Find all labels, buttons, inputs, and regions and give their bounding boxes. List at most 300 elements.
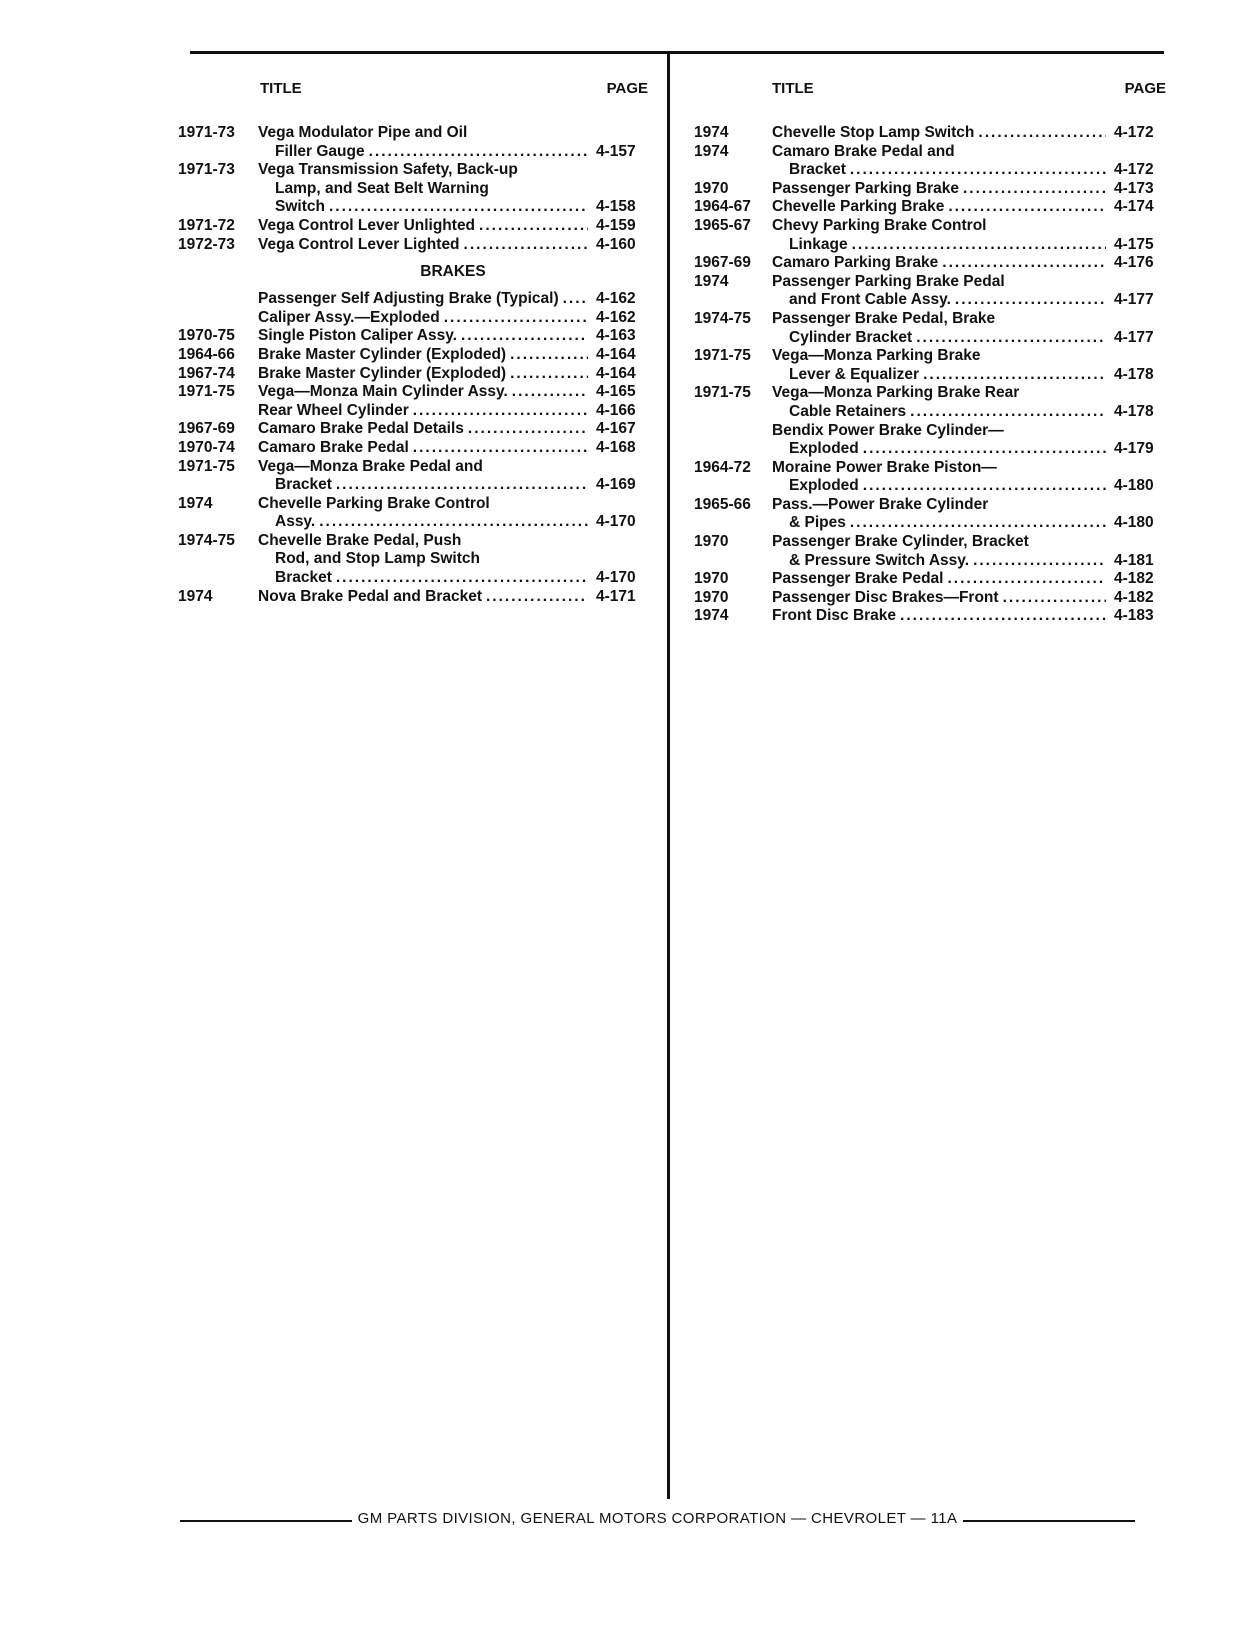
toc-entry bbox=[178, 236, 648, 255]
dot-leader bbox=[482, 588, 588, 607]
entry-title-line bbox=[772, 514, 1106, 533]
toc-entry-line bbox=[694, 198, 1166, 217]
toc-entry bbox=[178, 124, 648, 161]
entry-title-line bbox=[258, 198, 588, 217]
footer-rule-right bbox=[963, 1520, 1135, 1522]
toc-entry-line bbox=[178, 346, 648, 365]
entry-page-number: 4-182 bbox=[1114, 570, 1154, 588]
dot-leader bbox=[974, 124, 1106, 143]
entry-page-number: 4-157 bbox=[596, 142, 636, 160]
entry-title-line bbox=[258, 290, 588, 309]
dot-leader bbox=[999, 589, 1106, 608]
section-heading-brakes: BRAKES bbox=[420, 263, 486, 281]
entry-title-text: Camaro Brake Pedal and bbox=[772, 142, 955, 160]
entry-title-text: Vega Control Lever Unlighted bbox=[258, 216, 476, 234]
entry-years: 1974-75 bbox=[694, 309, 751, 327]
dot-leader bbox=[409, 439, 588, 458]
entry-title-text: Cable Retainers bbox=[789, 402, 907, 420]
entry-title-line bbox=[258, 495, 588, 514]
entry-title-line bbox=[772, 161, 1106, 180]
toc-entry-line bbox=[178, 513, 648, 532]
entry-title-text: Chevelle Brake Pedal, Push bbox=[258, 531, 462, 549]
entry-title-line bbox=[772, 124, 1106, 143]
dot-leader bbox=[464, 420, 588, 439]
entry-title-text: Lever & Equalizer bbox=[789, 365, 920, 383]
dot-leader bbox=[951, 291, 1106, 310]
toc-entry bbox=[178, 588, 648, 607]
entry-title-text: Vega—Monza Brake Pedal and bbox=[258, 457, 483, 475]
toc-entry-line bbox=[178, 532, 648, 551]
entry-title-text: Lamp, and Seat Belt Warning bbox=[275, 179, 489, 197]
entry-title-text: Single Piston Caliper Assy. bbox=[258, 327, 457, 345]
title-column-heading: TITLE bbox=[260, 80, 302, 97]
entry-title-text: Passenger Brake Pedal bbox=[772, 570, 944, 588]
entry-title-text: Caliper Assy.—Exploded bbox=[258, 308, 440, 326]
toc-entry bbox=[178, 458, 648, 495]
toc-entry-line bbox=[694, 310, 1166, 329]
entry-years: 1964-72 bbox=[694, 458, 751, 476]
entry-years: 1970-74 bbox=[178, 438, 235, 456]
toc-entry-line bbox=[178, 161, 648, 180]
footer-text: GM PARTS DIVISION, GENERAL MOTORS CORPORATION — CHEVROLET — 11A bbox=[357, 1509, 958, 1527]
entry-title-text: Bracket bbox=[789, 161, 846, 179]
entry-title-line bbox=[772, 310, 1106, 329]
entry-title-line bbox=[772, 198, 1106, 217]
entry-title-text: Vega Modulator Pipe and Oil bbox=[258, 124, 468, 141]
entry-page-number: 4-174 bbox=[1114, 198, 1154, 216]
entry-title-line bbox=[772, 422, 1106, 441]
entry-page-number: 4-170 bbox=[596, 513, 636, 531]
entry-title-line bbox=[258, 236, 588, 255]
toc-entry-line bbox=[178, 402, 648, 421]
entry-years: 1970 bbox=[694, 179, 729, 197]
dot-leader bbox=[559, 290, 588, 309]
toc-entry bbox=[694, 217, 1166, 254]
entry-title-text: Camaro Brake Pedal bbox=[258, 438, 409, 456]
entry-page-number: 4-179 bbox=[1114, 440, 1154, 458]
entry-page-number: 4-160 bbox=[596, 235, 636, 253]
entry-years: 1970 bbox=[694, 588, 729, 606]
entry-years: 1967-69 bbox=[694, 254, 751, 272]
entry-page-number: 4-181 bbox=[1114, 551, 1154, 569]
entry-page-number: 4-178 bbox=[1114, 365, 1154, 383]
toc-entry bbox=[694, 124, 1166, 143]
entry-title-text: Bendix Power Brake Cylinder— bbox=[772, 421, 1004, 439]
top-rule bbox=[190, 51, 1164, 54]
entry-page-number: 4-172 bbox=[1114, 124, 1154, 141]
entry-title-text: Assy. bbox=[275, 513, 316, 531]
entry-title-text: Nova Brake Pedal and Bracket bbox=[258, 587, 482, 605]
entry-title-text: Vega—Monza Parking Brake bbox=[772, 347, 981, 365]
entry-title-line bbox=[258, 327, 588, 346]
entry-title-line bbox=[772, 291, 1106, 310]
entry-title-text: Vega Transmission Safety, Back-up bbox=[258, 161, 518, 179]
entry-title-text: Chevelle Stop Lamp Switch bbox=[772, 124, 975, 141]
toc-entry-line bbox=[178, 365, 648, 384]
dot-leader bbox=[475, 217, 588, 236]
entry-page-number: 4-163 bbox=[596, 327, 636, 345]
toc-entry-line bbox=[694, 384, 1166, 403]
left-entry-list bbox=[178, 124, 648, 254]
entry-title-line bbox=[258, 550, 588, 569]
dot-leader bbox=[460, 236, 588, 255]
entry-title-text: Linkage bbox=[789, 235, 848, 253]
page-column-heading: PAGE bbox=[606, 80, 648, 97]
entry-page-number: 4-183 bbox=[1114, 607, 1154, 625]
entry-title-line bbox=[258, 124, 588, 143]
dot-leader bbox=[365, 143, 588, 162]
toc-entry bbox=[694, 143, 1166, 180]
entry-years: 1964-67 bbox=[694, 198, 751, 216]
entry-title-line bbox=[772, 273, 1106, 292]
title-column-heading: TITLE bbox=[772, 80, 814, 97]
entry-page-number: 4-164 bbox=[596, 364, 636, 382]
toc-entry-line bbox=[694, 143, 1166, 162]
entry-title-text: Bracket bbox=[275, 476, 332, 494]
toc-entry-line bbox=[178, 198, 648, 217]
dot-leader bbox=[508, 383, 588, 402]
entry-years: 1974 bbox=[694, 142, 729, 160]
page-column-heading: PAGE bbox=[1124, 80, 1166, 97]
toc-entry-line bbox=[694, 254, 1166, 273]
toc-entry-line bbox=[694, 273, 1166, 292]
dot-leader bbox=[506, 365, 588, 384]
entry-title-line bbox=[772, 347, 1106, 366]
entry-years: 1971-75 bbox=[178, 457, 235, 475]
toc-entry bbox=[178, 346, 648, 365]
toc-entry-line bbox=[178, 180, 648, 199]
toc-entry-line bbox=[694, 403, 1166, 422]
entry-page-number: 4-172 bbox=[1114, 161, 1154, 179]
entry-title-line bbox=[258, 569, 588, 588]
dot-leader bbox=[859, 440, 1106, 459]
entry-title-line bbox=[258, 180, 588, 199]
dot-leader bbox=[912, 329, 1106, 348]
toc-entry-line bbox=[694, 589, 1166, 608]
left-column bbox=[178, 80, 648, 606]
entry-title-text: Switch bbox=[275, 198, 325, 216]
entry-title-text: Vega Control Lever Lighted bbox=[258, 235, 460, 253]
toc-entry-line bbox=[694, 422, 1166, 441]
toc-entry bbox=[178, 383, 648, 402]
entry-page-number: 4-171 bbox=[596, 587, 636, 605]
entry-title-line bbox=[772, 366, 1106, 385]
toc-entry-line bbox=[178, 458, 648, 477]
entry-title-line bbox=[772, 329, 1106, 348]
toc-entry bbox=[178, 309, 648, 328]
dot-leader bbox=[332, 569, 588, 588]
toc-entry bbox=[178, 327, 648, 346]
toc-entry-line bbox=[178, 217, 648, 236]
toc-entry-line bbox=[694, 440, 1166, 459]
entry-years: 1974 bbox=[178, 494, 213, 512]
footer-rule-left bbox=[180, 1520, 352, 1522]
entry-years: 1972-73 bbox=[178, 235, 235, 253]
entry-page-number: 4-168 bbox=[596, 438, 636, 456]
entry-page-number: 4-176 bbox=[1114, 254, 1154, 272]
entry-title-line bbox=[772, 143, 1106, 162]
toc-entry-line bbox=[694, 124, 1166, 143]
entry-title-line bbox=[772, 477, 1106, 496]
entry-years: 1974 bbox=[694, 124, 729, 141]
entry-title-line bbox=[772, 236, 1106, 255]
entry-years: 1971-75 bbox=[694, 347, 751, 365]
entry-title-line bbox=[258, 513, 588, 532]
entry-page-number: 4-162 bbox=[596, 308, 636, 326]
dot-leader bbox=[896, 607, 1106, 626]
entry-title-text: Passenger Disc Brakes—Front bbox=[772, 588, 999, 606]
entry-title-text: Camaro Brake Pedal Details bbox=[258, 420, 464, 438]
dot-leader bbox=[506, 346, 588, 365]
toc-entry-line bbox=[694, 236, 1166, 255]
entry-title-line bbox=[772, 607, 1106, 626]
dot-leader bbox=[848, 236, 1106, 255]
right-column bbox=[694, 80, 1166, 626]
entry-title-line bbox=[258, 346, 588, 365]
entry-title-text: Pass.—Power Brake Cylinder bbox=[772, 495, 989, 513]
toc-entry-line bbox=[694, 161, 1166, 180]
entry-page-number: 4-158 bbox=[596, 198, 636, 216]
entry-years: 1974 bbox=[694, 607, 729, 625]
entry-page-number: 4-175 bbox=[1114, 235, 1154, 253]
entry-title-text: Cylinder Bracket bbox=[789, 328, 913, 346]
toc-entry bbox=[178, 439, 648, 458]
entry-title-text: and Front Cable Assy. bbox=[789, 291, 951, 309]
entry-title-line bbox=[258, 458, 588, 477]
toc-entry-line bbox=[178, 588, 648, 607]
entry-page-number: 4-180 bbox=[1114, 514, 1154, 532]
entry-years: 1974 bbox=[694, 272, 729, 290]
entry-years: 1967-74 bbox=[178, 364, 235, 382]
toc-entry-line bbox=[694, 180, 1166, 199]
entry-title-line bbox=[258, 383, 588, 402]
toc-entry-line bbox=[694, 496, 1166, 515]
toc-entry-line bbox=[694, 552, 1166, 571]
entry-title-text: Brake Master Cylinder (Exploded) bbox=[258, 345, 507, 363]
entry-title-text: Vega—Monza Parking Brake Rear bbox=[772, 384, 1020, 402]
toc-entry-line bbox=[694, 533, 1166, 552]
right-column-header bbox=[694, 80, 1166, 102]
toc-entry-line bbox=[178, 143, 648, 162]
toc-entry bbox=[178, 365, 648, 384]
dot-leader bbox=[332, 476, 588, 495]
dot-leader bbox=[457, 327, 588, 346]
entry-title-text: & Pressure Switch Assy. bbox=[789, 551, 970, 569]
entry-title-text: Passenger Brake Cylinder, Bracket bbox=[772, 533, 1029, 551]
entry-title-text: Chevelle Parking Brake Control bbox=[258, 494, 490, 512]
entry-page-number: 4-169 bbox=[596, 476, 636, 494]
entry-title-text: Chevy Parking Brake Control bbox=[772, 216, 987, 234]
entry-title-line bbox=[772, 180, 1106, 199]
entry-page-number: 4-182 bbox=[1114, 588, 1154, 606]
toc-entry-line bbox=[694, 607, 1166, 626]
toc-entry bbox=[178, 420, 648, 439]
entry-title-line bbox=[772, 384, 1106, 403]
toc-entry bbox=[694, 254, 1166, 273]
toc-entry bbox=[178, 532, 648, 588]
dot-leader bbox=[944, 198, 1106, 217]
dot-leader bbox=[846, 514, 1106, 533]
entry-title-line bbox=[258, 532, 588, 551]
entry-title-line bbox=[772, 552, 1106, 571]
dot-leader bbox=[959, 180, 1106, 199]
dot-leader bbox=[315, 513, 588, 532]
column-divider bbox=[667, 51, 670, 1499]
entry-title-text: Front Disc Brake bbox=[772, 607, 897, 625]
toc-entry-line bbox=[178, 476, 648, 495]
entry-page-number: 4-165 bbox=[596, 383, 636, 401]
toc-entry-line bbox=[694, 366, 1166, 385]
toc-entry-line bbox=[178, 327, 648, 346]
toc-entry-line bbox=[178, 236, 648, 255]
entry-page-number: 4-170 bbox=[596, 569, 636, 587]
toc-entry bbox=[694, 570, 1166, 589]
entry-page-number: 4-164 bbox=[596, 345, 636, 363]
toc-entry-line bbox=[694, 291, 1166, 310]
toc-entry bbox=[694, 533, 1166, 570]
dot-leader bbox=[846, 161, 1106, 180]
entry-title-line bbox=[258, 420, 588, 439]
entry-title-line bbox=[772, 403, 1106, 422]
entry-title-text: Vega—Monza Main Cylinder Assy. bbox=[258, 383, 508, 401]
page-footer bbox=[180, 1507, 1135, 1529]
entry-title-text: Passenger Self Adjusting Brake (Typical) bbox=[258, 290, 559, 308]
entry-title-line bbox=[258, 588, 588, 607]
dot-leader bbox=[440, 309, 588, 328]
entry-title-text: Exploded bbox=[789, 440, 859, 458]
dot-leader bbox=[969, 552, 1106, 571]
toc-entry-line bbox=[694, 570, 1166, 589]
entry-years: 1971-73 bbox=[178, 161, 235, 179]
entry-page-number: 4-173 bbox=[1114, 179, 1154, 197]
toc-entry bbox=[694, 198, 1166, 217]
toc-entry-line bbox=[178, 569, 648, 588]
entry-page-number: 4-177 bbox=[1114, 328, 1154, 346]
toc-entry-line bbox=[178, 439, 648, 458]
entry-title-line bbox=[772, 459, 1106, 478]
toc-entry-line bbox=[694, 477, 1166, 496]
entry-title-line bbox=[258, 143, 588, 162]
entry-title-line bbox=[258, 309, 588, 328]
entry-title-text: Bracket bbox=[275, 569, 332, 587]
entry-page-number: 4-167 bbox=[596, 420, 636, 438]
left-column-header bbox=[178, 80, 648, 102]
toc-entry bbox=[694, 459, 1166, 496]
brakes-entry-list bbox=[178, 290, 648, 606]
toc-entry bbox=[694, 384, 1166, 421]
entry-years: 1965-67 bbox=[694, 216, 751, 234]
toc-entry bbox=[694, 496, 1166, 533]
toc-entry bbox=[694, 180, 1166, 199]
entry-title-line bbox=[258, 365, 588, 384]
dot-leader bbox=[906, 403, 1106, 422]
entry-years: 1970-75 bbox=[178, 327, 235, 345]
entry-page-number: 4-162 bbox=[596, 290, 636, 308]
entry-title-text: Passenger Parking Brake bbox=[772, 179, 959, 197]
entry-title-text: Rear Wheel Cylinder bbox=[258, 401, 409, 419]
entry-years: 1970 bbox=[694, 533, 729, 551]
dot-leader bbox=[325, 198, 588, 217]
toc-entry bbox=[694, 589, 1166, 608]
dot-leader bbox=[919, 366, 1106, 385]
entry-years: 1964-66 bbox=[178, 345, 235, 363]
toc-entry-line bbox=[178, 290, 648, 309]
entry-title-text: Exploded bbox=[789, 477, 859, 495]
entry-title-text: Chevelle Parking Brake bbox=[772, 198, 945, 216]
toc-entry-line bbox=[694, 514, 1166, 533]
toc-entry-line bbox=[178, 420, 648, 439]
toc-entry bbox=[694, 607, 1166, 626]
entry-page-number: 4-178 bbox=[1114, 402, 1154, 420]
toc-entry-line bbox=[178, 383, 648, 402]
entry-title-line bbox=[772, 217, 1106, 236]
toc-entry-line bbox=[178, 495, 648, 514]
toc-entry bbox=[178, 402, 648, 421]
entry-title-text: Brake Master Cylinder (Exploded) bbox=[258, 364, 507, 382]
entry-title-text: Camaro Parking Brake bbox=[772, 254, 939, 272]
entry-title-text: Passenger Parking Brake Pedal bbox=[772, 272, 1005, 290]
entry-years: 1971-73 bbox=[178, 124, 235, 141]
toc-entry bbox=[694, 310, 1166, 347]
dot-leader bbox=[943, 570, 1106, 589]
entry-title-line bbox=[258, 161, 588, 180]
entry-years: 1971-72 bbox=[178, 216, 235, 234]
toc-entry bbox=[178, 217, 648, 236]
entry-title-line bbox=[772, 496, 1106, 515]
toc-entry-line bbox=[694, 329, 1166, 348]
entry-title-text: & Pipes bbox=[789, 514, 846, 532]
entry-title-line bbox=[772, 440, 1106, 459]
toc-entry-line bbox=[178, 309, 648, 328]
toc-entry bbox=[178, 161, 648, 217]
dot-leader bbox=[859, 477, 1106, 496]
toc-entry bbox=[694, 422, 1166, 459]
toc-entry bbox=[178, 290, 648, 309]
toc-entry bbox=[694, 273, 1166, 310]
entry-title-text: Moraine Power Brake Piston— bbox=[772, 458, 997, 476]
toc-entry-line bbox=[178, 124, 648, 143]
entry-title-line bbox=[258, 476, 588, 495]
entry-years: 1974-75 bbox=[178, 531, 235, 549]
toc-entry-line bbox=[694, 459, 1166, 478]
entry-years: 1965-66 bbox=[694, 495, 751, 513]
entry-title-line bbox=[258, 402, 588, 421]
entry-title-text: Rod, and Stop Lamp Switch bbox=[275, 550, 480, 568]
entry-title-line bbox=[772, 570, 1106, 589]
entry-years: 1971-75 bbox=[178, 383, 235, 401]
toc-entry-line bbox=[694, 217, 1166, 236]
entry-years: 1974 bbox=[178, 587, 213, 605]
entry-page-number: 4-177 bbox=[1114, 291, 1154, 309]
toc-entry bbox=[178, 495, 648, 532]
entry-title-text: Passenger Brake Pedal, Brake bbox=[772, 309, 996, 327]
entry-page-number: 4-166 bbox=[596, 401, 636, 419]
entry-title-line bbox=[258, 439, 588, 458]
entry-years: 1971-75 bbox=[694, 384, 751, 402]
entry-years: 1970 bbox=[694, 570, 729, 588]
entry-title-line bbox=[772, 589, 1106, 608]
entry-title-line bbox=[772, 254, 1106, 273]
toc-entry-line bbox=[694, 347, 1166, 366]
dot-leader bbox=[409, 402, 588, 421]
entry-years: 1967-69 bbox=[178, 420, 235, 438]
entry-title-line bbox=[258, 217, 588, 236]
toc-entry-line bbox=[178, 550, 648, 569]
toc-entry bbox=[694, 347, 1166, 384]
entry-title-text: Filler Gauge bbox=[275, 142, 365, 160]
entry-page-number: 4-180 bbox=[1114, 477, 1154, 495]
entry-title-line bbox=[772, 533, 1106, 552]
